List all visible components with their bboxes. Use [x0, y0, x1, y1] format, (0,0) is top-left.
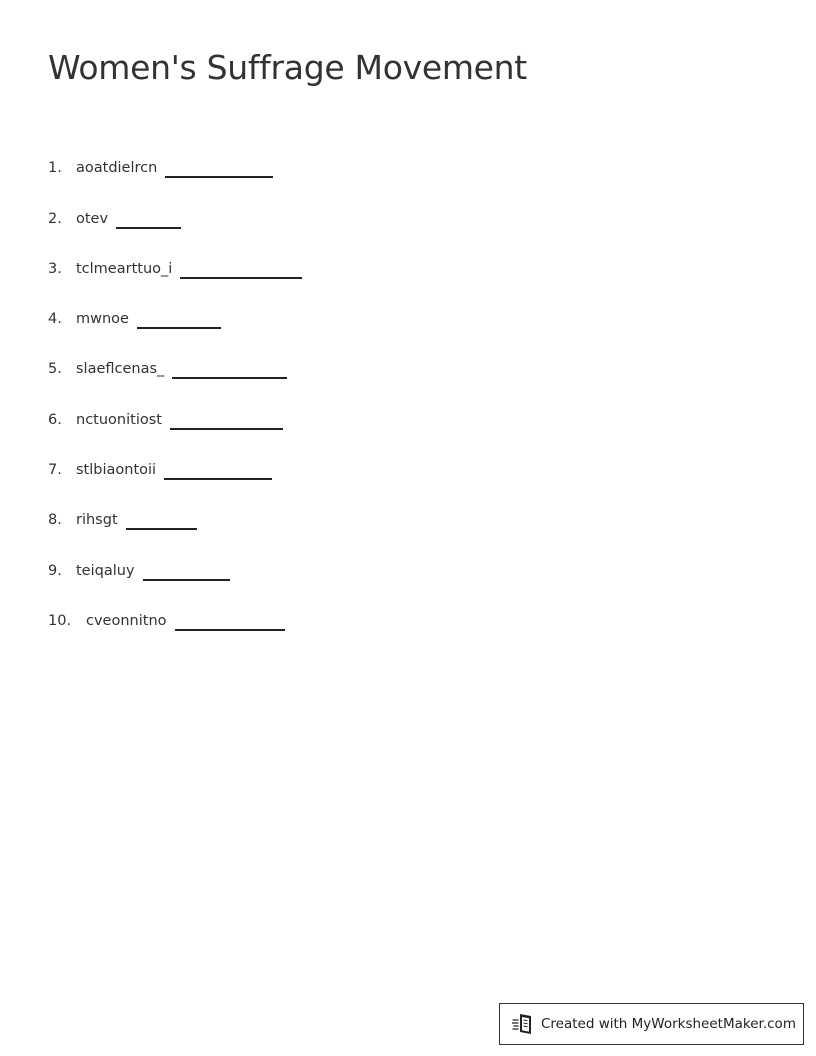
answer-blank[interactable] [137, 307, 221, 329]
footer-credit-text: Created with MyWorksheetMaker.com [541, 1016, 796, 1032]
list-item [48, 282, 748, 332]
list-item [48, 332, 748, 382]
list-item [48, 382, 748, 432]
list-item [48, 584, 748, 634]
list-item [48, 232, 748, 282]
item-number: 2. [48, 210, 62, 227]
scrambled-word: slaeflcenas_ [76, 361, 165, 378]
answer-blank[interactable] [180, 257, 302, 279]
list-item [48, 131, 748, 181]
list-item [48, 483, 748, 533]
item-number: 5. [48, 361, 62, 378]
scrambled-word: mwnoe [76, 311, 129, 328]
scrambled-word: otev [76, 210, 109, 227]
page-title: Women's Suffrage Movement [48, 48, 527, 87]
answer-blank[interactable] [143, 559, 230, 581]
item-number: 3. [48, 260, 62, 277]
item-number: 10. [48, 612, 72, 629]
item-number: 8. [48, 512, 62, 529]
item-number: 6. [48, 411, 62, 428]
list-item [48, 433, 748, 483]
item-number: 9. [48, 562, 62, 579]
scrambled-word: stlbiaontoii [76, 462, 157, 479]
scrambled-word: cveonnitno [86, 612, 167, 629]
item-number: 1. [48, 160, 62, 177]
answer-blank[interactable] [165, 156, 273, 178]
answer-blank[interactable] [170, 408, 283, 430]
scrambled-word: nctuonitiost [76, 411, 162, 428]
item-number: 7. [48, 462, 62, 479]
answer-blank[interactable] [172, 357, 287, 379]
answer-blank[interactable] [175, 609, 285, 631]
scrambled-word: rihsgt [76, 512, 118, 529]
item-number: 4. [48, 311, 62, 328]
answer-blank[interactable] [116, 207, 181, 229]
scramble-list [48, 131, 748, 634]
footer-credit [499, 1003, 804, 1045]
scrambled-word: aoatdielrcn [76, 160, 158, 177]
list-item [48, 181, 748, 231]
scrambled-word: teiqaluy [76, 562, 135, 579]
answer-blank[interactable] [126, 508, 197, 530]
worksheet-maker-logo-icon [512, 1012, 534, 1036]
answer-blank[interactable] [164, 458, 272, 480]
list-item [48, 533, 748, 583]
scrambled-word: tclmearttuo_i [76, 260, 173, 277]
